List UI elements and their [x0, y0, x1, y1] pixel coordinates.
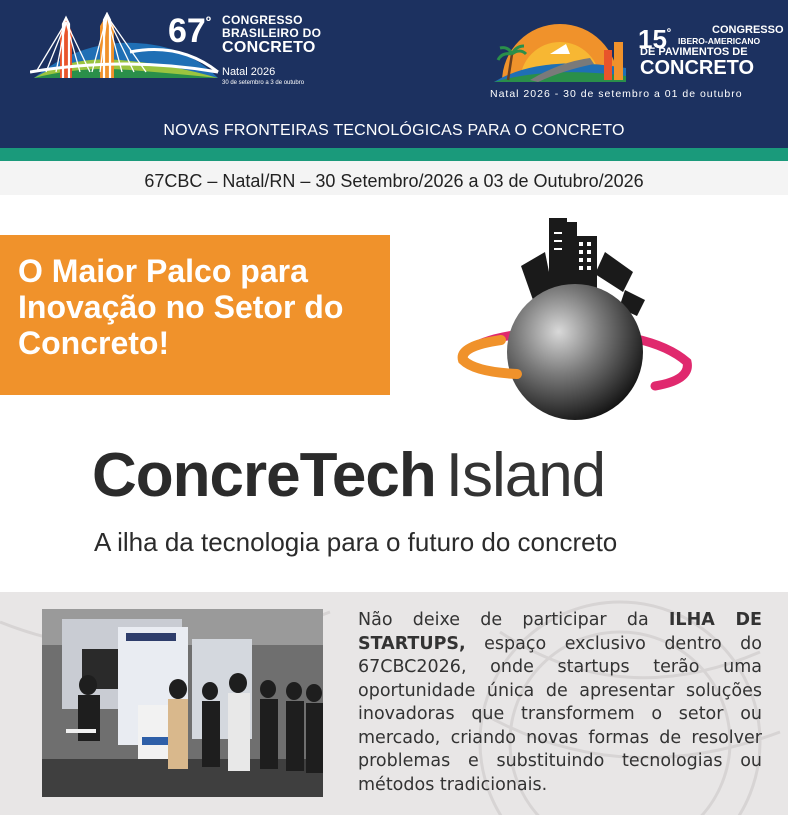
globe-city-icon	[455, 212, 695, 432]
brand-subtitle: A ilha da tecnologia para o futuro do concreto	[94, 527, 618, 557]
event-details: 67CBC – Natal/RN – 30 Setembro/2026 a 03 de Outubro/2026	[144, 171, 644, 191]
brand-title	[92, 440, 605, 511]
cbc-line3: CONCRETO	[222, 39, 316, 56]
ibero-line2: IBERO-AMERICANO	[678, 36, 761, 46]
header-tagline: NOVAS FRONTEIRAS TECNOLÓGICAS PARA O CONCRETO	[163, 122, 625, 139]
sun-palm-logo-icon	[490, 14, 630, 86]
ibero-line3: DE PAVIMENTOS DE	[640, 46, 748, 58]
ibero-name	[640, 24, 784, 79]
ibero-line4: CONCRETO	[640, 57, 755, 79]
hero-headline: O Maior Palco para Inovação no Setor do Concreto!	[18, 253, 344, 361]
cbc-line1: CONGRESSO	[222, 13, 303, 27]
startup-description	[358, 609, 762, 797]
ibero-logo	[490, 14, 784, 104]
body-rest: espaço exclusivo dentro do 67CBC2026, onde startups terão uma oportunidade única de apresentar soluções inovadoras que transformem o setor ou mercado, criando novas formas de resolver problemas e substituindo tecnologias ou métodos tradicionais.	[358, 633, 762, 795]
ibero-dates: Natal 2026 - 30 de setembro a 01 de outubro	[490, 88, 743, 100]
ibero-line1: CONGRESSO	[712, 24, 784, 36]
ibero-edition-number: $15^º$	[638, 24, 671, 54]
body-intro: Não deixe de participar da	[358, 610, 669, 630]
header-banner	[0, 0, 788, 148]
brand-light: Island	[445, 441, 606, 510]
cbc-city: Natal 2026	[222, 66, 276, 78]
body-highlight: ILHA DE STARTUPS,	[358, 610, 762, 654]
startup-booth-photo	[42, 609, 323, 797]
cbc-name	[222, 14, 321, 56]
cbc-logo	[30, 12, 330, 92]
brand-bold: ConcreTech	[92, 441, 436, 510]
cbc-dates: 30 de setembro a 3 de outubro	[222, 80, 305, 86]
green-divider	[0, 148, 788, 161]
cbc-line2: BRASILEIRO DO	[222, 26, 322, 40]
cbc-edition-number: $67^º$	[168, 12, 211, 50]
